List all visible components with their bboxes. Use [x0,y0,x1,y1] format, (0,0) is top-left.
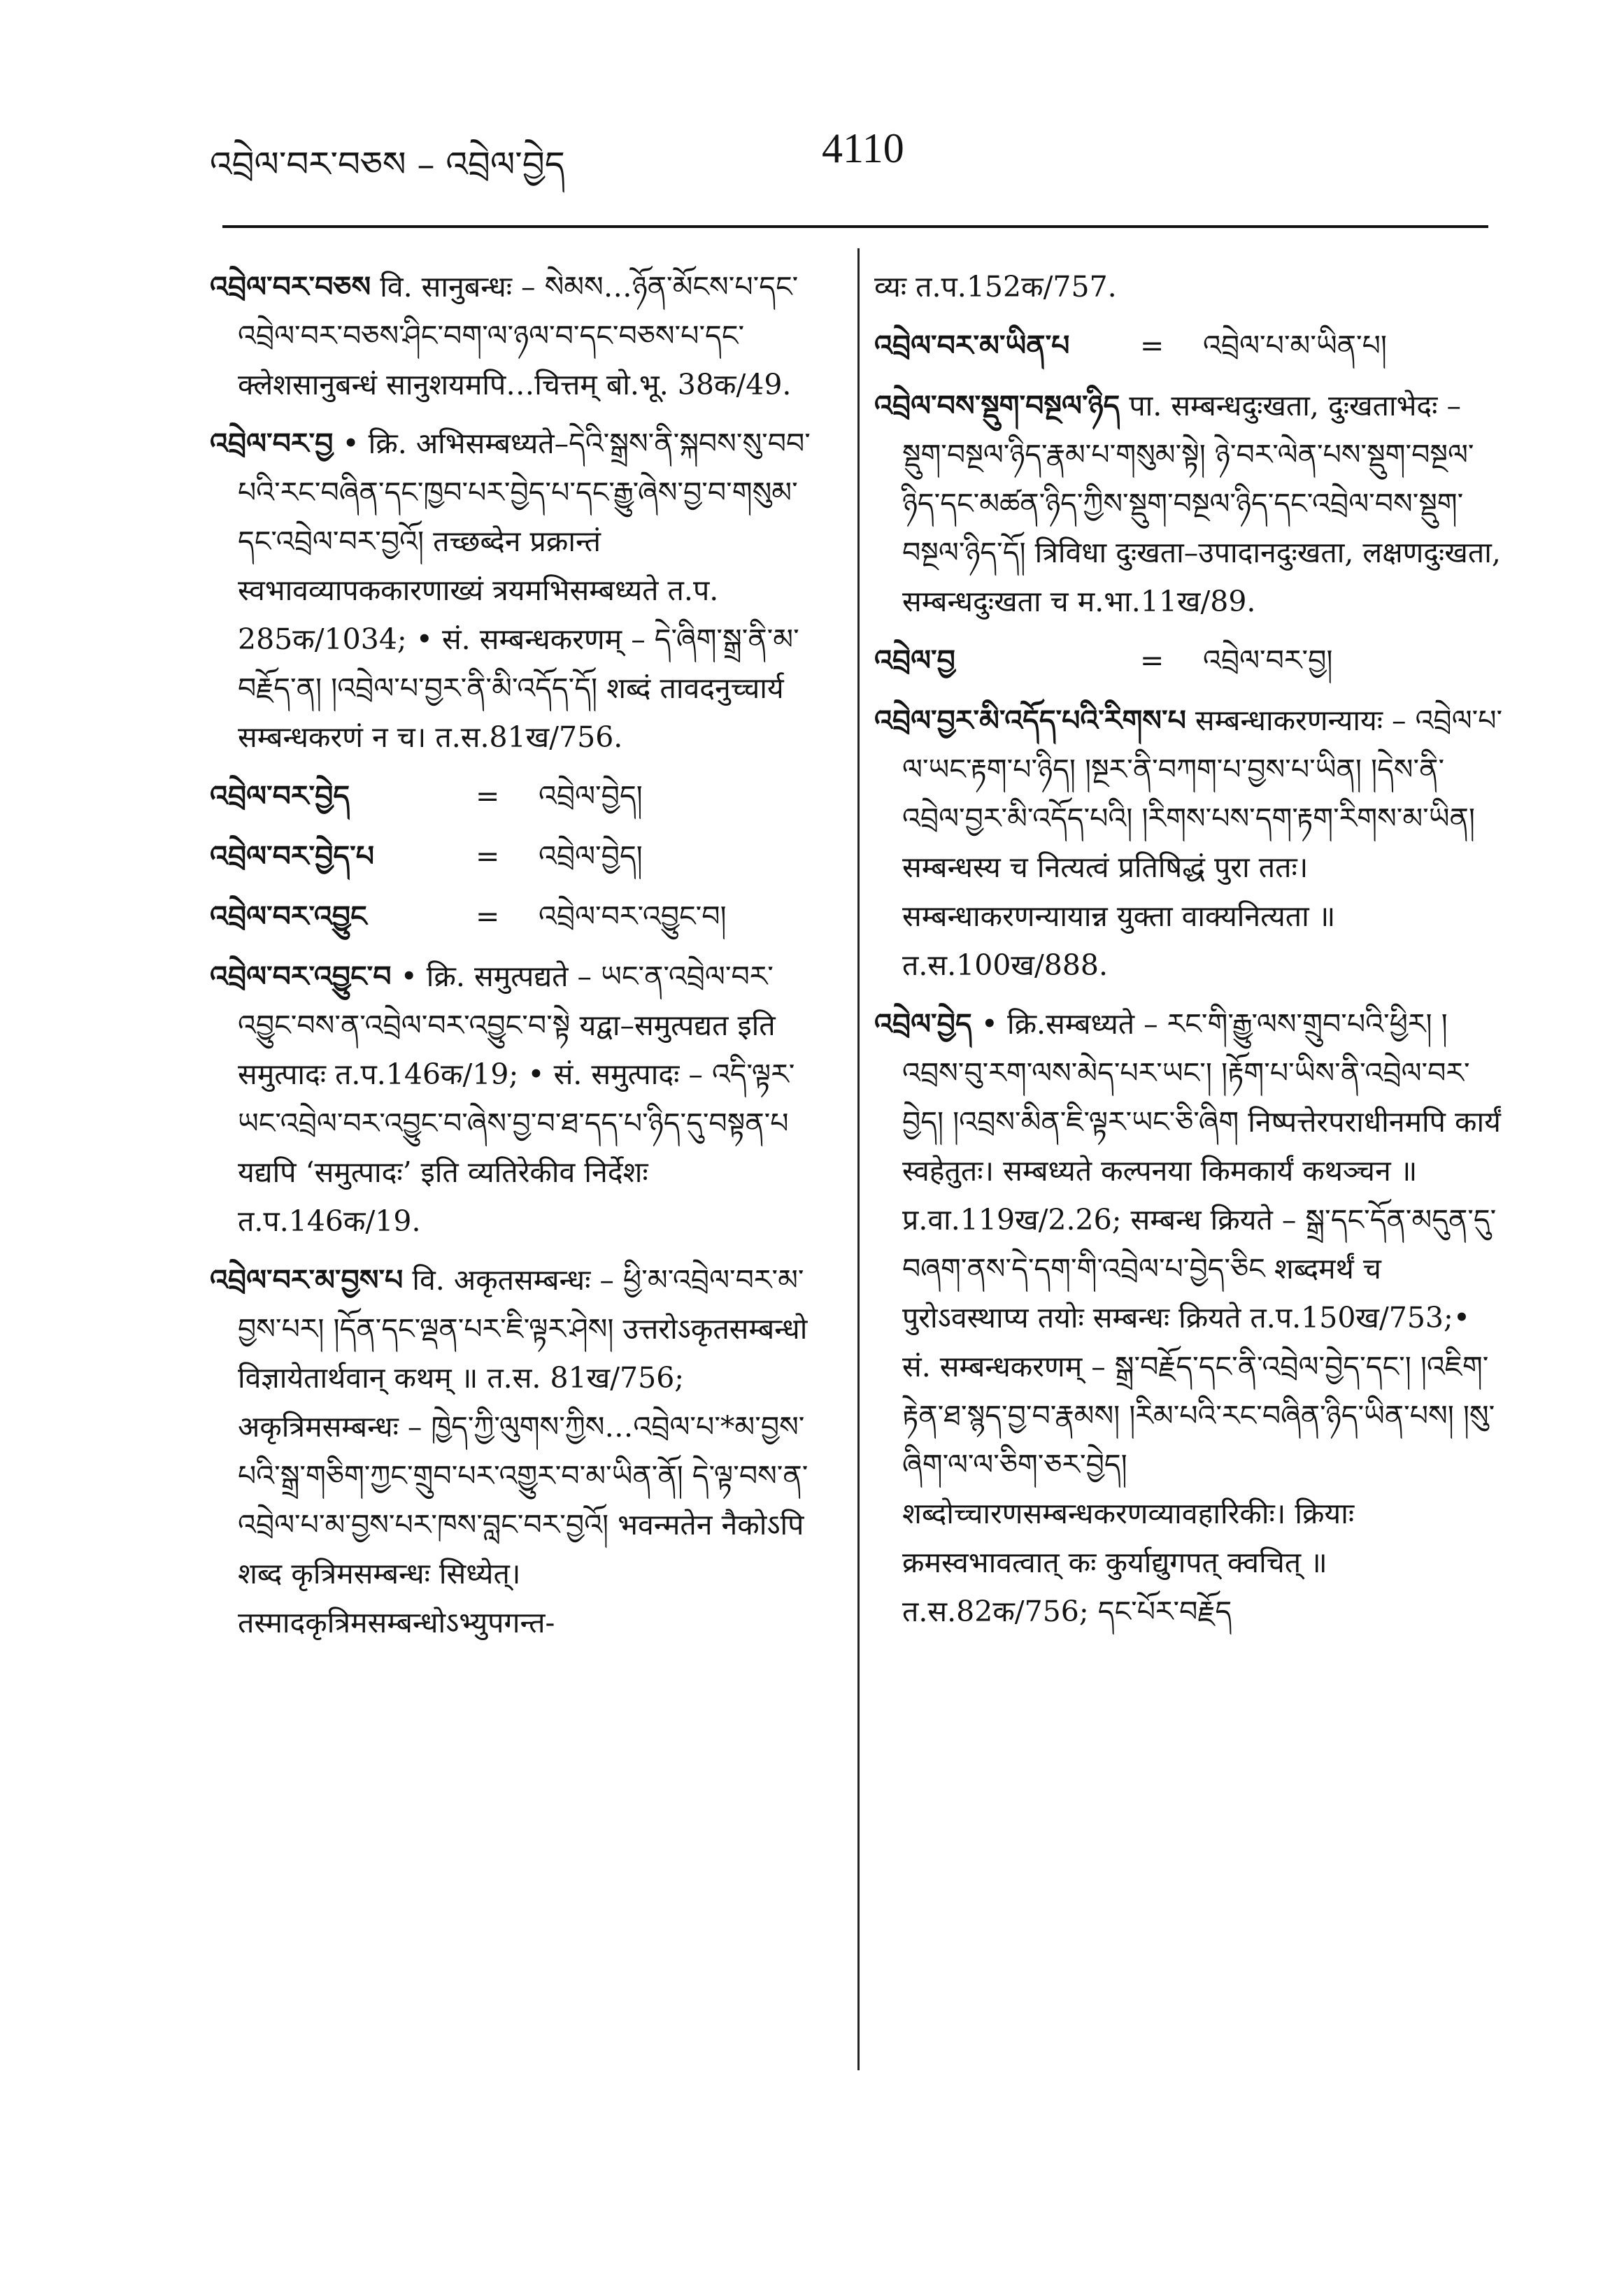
continuation-text: व्यः त.प.152क/757. [874,270,1117,304]
dictionary-entry [210,262,825,409]
cross-reference [210,771,825,820]
dictionary-entry [874,696,1504,990]
dictionary-entry [874,381,1504,626]
cross-target: འབྲེལ་བྱེད། [539,779,643,813]
entry-headword: འབྲེལ་བར་མ་བྱས་པ [210,1263,404,1297]
cross-headword: འབྲེལ་བར་བྱེད་པ [210,839,375,873]
cross-reference [874,636,1504,685]
entry-continuation [874,262,1504,311]
entry-text: • क्रि. अभिसम्बध्यते–དེའི་སྒྲས་ནི་སྐབས་སུ་བབ་པའི་རང་བཞིན་དང་ཁྱབ་པར་བྱེད་པ་དང་རྒྱུ་ཞེས་བྱ་བ་གསུམ་དང་འབྲེལ་བར་བྱའོ། तच्छब्देन प्रक्रान्तं स्वभावव्यापककारणाख्यं त्रयमभिसम्बध्यते त.प. 285क/1034; • सं. सम्बन्धकरणम् – དེ་ཞིག་སྒྲ་ནི་མ་བརྗོད་ན། །འབྲེལ་པ་བྱར་ནི་མི་འདོད་དོ། शब्दं तावदनुच्चार्य सम्बन्धकरणं न च। त.स.81ख/756. [238,427,811,754]
equals-sign: = [476,779,500,813]
page-header [0,119,1624,185]
cross-headword: འབྲེལ་བར་མ་ཡིན་པ [874,329,1070,362]
cross-headword: འབྲེལ་བྱ [874,643,955,677]
entry-text: • क्रि. समुत्पद्यते – ཡང་ན་འབྲེལ་བར་འབྱུང་བས་ན་འབྲེལ་བར་འབྱུང་བ་སྟེ यद्वा–समुत्पद्यत इति समुत्पादः त.प.146क/19; • सं. समुत्पादः – འདི་ལྟར་ཡང་འབྲེལ་བར་འབྱུང་བ་ཞེས་བྱ་བ་ཐ་དད་པ་ཉིད་དུ་བསྟན་པ यद्यपि ‘समुत्पादः’ इति व्यतिरेकीव निर्देशः त.प.146क/19. [238,960,795,1238]
entry-text: वि. सानुबन्धः – སེམས…ཉོན་མོངས་པ་དང་འབྲེལ་བར་བཅས་ཤིང་བག་ལ་ཉལ་བ་དང་བཅས་པ་དང་ क्लेशसानुबन्धं सानुशयमपि…चित्तम् बो.भू. 38क/49. [238,270,799,401]
cross-headword: འབྲེལ་བར་འབྱུང [210,899,367,933]
page-number: 4110 [822,125,904,171]
dictionary-entry [874,999,1504,1636]
entry-text: पा. सम्बन्धदुःखता, दुःखताभेदः – སྡུག་བསྔལ་ཉིད་རྣམ་པ་གསུམ་སྟེ། ཉེ་བར་ལེན་པས་སྡུག་བསྔལ་ཉིད་དང་མཚན་ཉིད་ཀྱིས་སྡུག་བསྔལ་ཉིད་དང་འབྲེལ་བས་སྡུག་བསྔལ་ཉིད་དོ། त्रिविधा दुःखता–उपादानदुःखता, लक्षणदुःखता, सम्बन्धदुःखता च म.भा.11ख/89. [902,389,1501,618]
cross-reference [874,321,1504,370]
entry-text: • क्रि.सम्बध्यते – རང་གི་རྒྱུ་ལས་གྲུབ་པའི་ཕྱིར། །འབྲས་བུ་རག་ལས་མེད་པར་ཡང་། །རྟོག་པ་ཡིས་ནི་འབྲེལ་བར་བྱེད། །འབྲས་མིན་ཇི་ལྟར་ཡང་ཅི་ཞིག निष्पत्तेरपराधीनमपि कार्यं स्वहेतुतः। सम्बध्यते कल्पनया किमकार्यं कथञ्चन ॥ प्र.वा.119ख/2.26; सम्बन्ध क्रियते – སྒྲ་དང་དོན་མདུན་དུ་བཞག་ནས་དེ་དག་གི་འབྲེལ་པ་བྱེད་ཅིང शब्दमर्थं च पुरोऽवस्थाप्य तयोः सम्बन्धः क्रियते त.प.150ख/753;• सं. सम्बन्धकरणम् – སྒྲ་བརྗོད་དང་ནི་འབྲེལ་བྱེད་དང་། །འཇིག་རྟེན་ཐ་སྙད་བྱ་བ་རྣམས། །རིམ་པའི་རང་བཞིན་ཉིད་ཡིན་པས། །སུ་ཞིག་ལ་ལ་ཅིག་ཅར་བྱེད། शब्दोच्चारणसम्बन्धकरणव्यावहारिकीः। क्रियाः क्रमस्वभावत्वात् कः कुर्याद्युगपत् क्वचित् ॥ त.स.82क/756; དང་པོར་བརྗོད [902,1007,1501,1628]
entry-headword: འབྲེལ་བར་བཅས [210,270,371,304]
cross-reference [210,892,825,941]
dictionary-entry [210,952,825,1246]
entry-headword: འབྲེལ་བྱེད [874,1007,972,1041]
equals-sign: = [476,899,500,933]
cross-target: འབྲེལ་པ་མ་ཡིན་པ། [1203,329,1388,362]
entry-text: वि. अकृतसम्बन्धः – ཕྱི་མ་འབྲེལ་བར་མ་བྱས་པར། །དོན་དང་ལྡན་པར་ཇི་ལྟར་ཤེས། उत्तरोऽकृतसम्बन्धो विज्ञायेतार्थवान् कथम् ॥ त.स. 81ख/756; अकृत्रिमसम्बन्धः – ཁྱེད་ཀྱི་ལུགས་ཀྱིས…འབྲེལ་པ་*མ་བྱས་པའི་སྒྲ་གཅིག་ཀྱང་གྲུབ་པར་འགྱུར་བ་མ་ཡིན་ནོ། དེ་ལྟ་བས་ན་འབྲེལ་པ་མ་བྱས་པར་ཁས་བླང་བར་བྱའོ། भवन्मतेन नैकोऽपि शब्द कृत्रिमसम्बन्धः सिध्येत्। तस्मादकृत्रिमसम्बन्धोऽभ्युपगन्त- [238,1263,809,1639]
dictionary-entry [210,1255,825,1647]
running-head: འབྲེལ་བར་བཅས – འབྲེལ་བྱེད [210,144,565,185]
entry-text: सम्बन्धाकरणन्यायः – འབྲེལ་པ་ལ་ཡང་རྟག་པ་ཉིད། །སྔར་ནི་བཀག་པ་བྱས་པ་ཡིན། །དེས་ནི་འབྲེལ་བྱར་མི་འདོད་པའི། །རིགས་པས་དག་རྟག་རིགས་མ་ཡིན། सम्बन्धस्य च नित्यत्वं प्रतिषिद्धं पुरा ततः। सम्बन्धाकरणन्यायान्न युक्ता वाक्यनित्यता ॥ त.स.100ख/888. [902,704,1503,982]
right-column [874,262,1504,1646]
column-divider [857,248,860,2070]
equals-sign: = [1140,643,1164,677]
equals-sign: = [476,839,500,873]
cross-headword: འབྲེལ་བར་བྱེད [210,779,350,813]
cross-target: འབྲེལ་བར་འབྱུང་བ། [539,899,727,933]
cross-reference [210,832,825,881]
dictionary-entry [210,419,825,762]
entry-headword: འབྲེལ་བར་བྱ [210,427,334,460]
cross-target: འབྲེལ་བྱེད། [539,839,643,873]
entry-headword: འབྲེལ་བས་སྡུག་བསྔལ་ཉིད [874,389,1120,422]
equals-sign: = [1140,329,1164,362]
left-column [210,262,825,1657]
cross-target: འབྲེལ་བར་བྱ། [1203,643,1333,677]
entry-headword: འབྲེལ་བར་འབྱུང་བ [210,960,392,993]
entry-headword: འབྲེལ་བྱར་མི་འདོད་པའི་རིགས་པ [874,704,1186,737]
header-rule [222,225,1488,228]
